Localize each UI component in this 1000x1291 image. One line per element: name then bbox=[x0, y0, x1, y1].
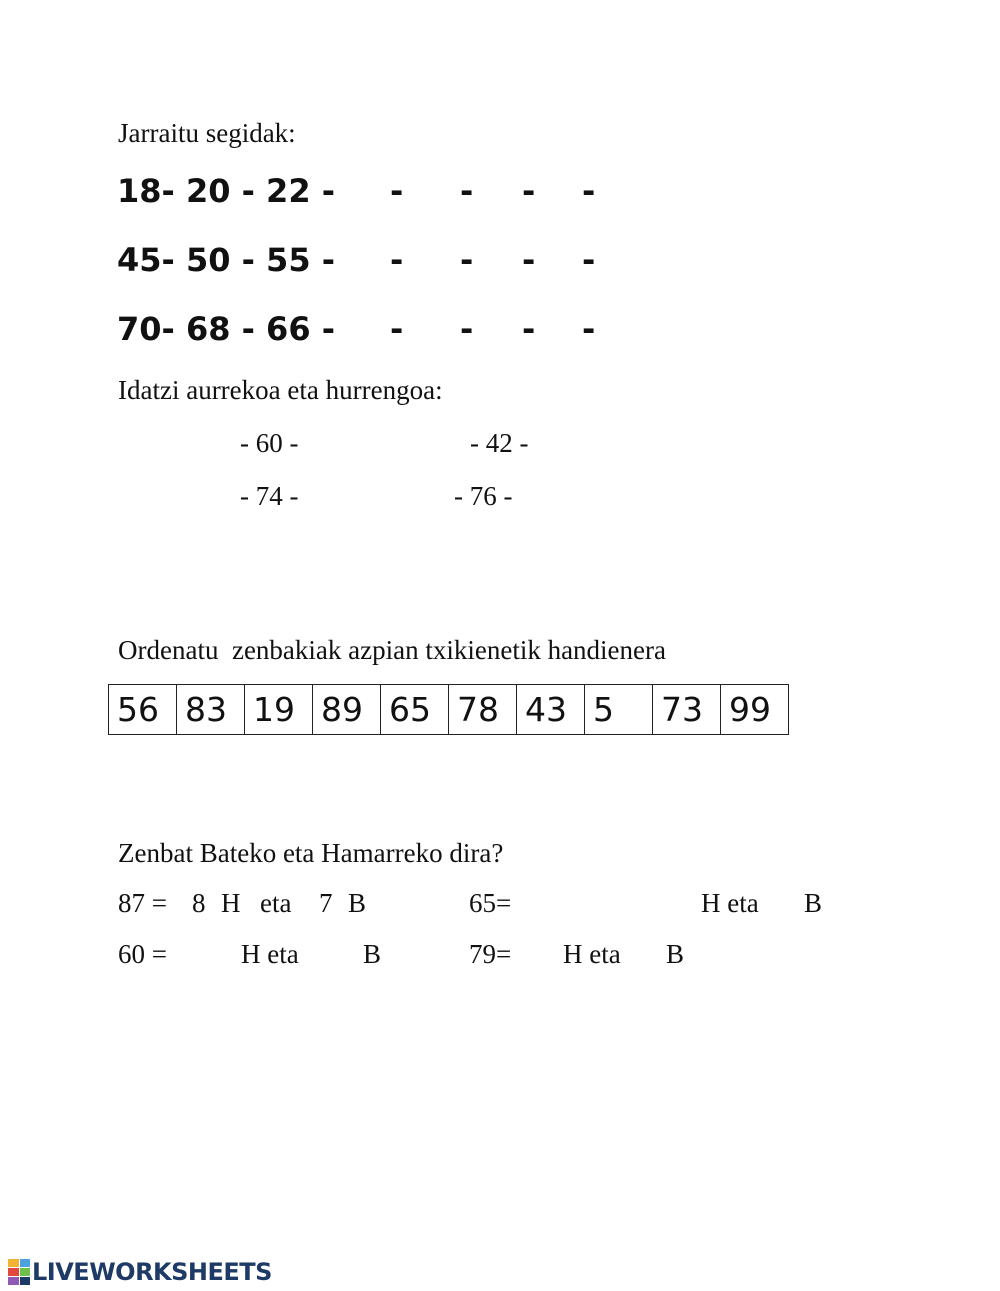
blank-dash: - bbox=[390, 310, 404, 348]
number-cell: 5 bbox=[585, 685, 653, 735]
blank-dash: - bbox=[390, 241, 404, 279]
q60-number: 60 = bbox=[118, 939, 167, 969]
example-tens-value: 8 bbox=[192, 888, 206, 918]
example-tens-label: H bbox=[221, 888, 241, 918]
blank-dash: - bbox=[582, 241, 596, 279]
numbers-row bbox=[109, 685, 789, 735]
neighbor-item-42: - 42 - bbox=[470, 428, 529, 458]
q60-units-label: B bbox=[363, 939, 382, 969]
q79-units-label: B bbox=[666, 939, 685, 969]
liveworksheets-logo bbox=[8, 1258, 272, 1286]
sequence-row-3: 70- 68 - 66 - bbox=[117, 310, 335, 348]
logo-blocks-icon bbox=[8, 1259, 30, 1285]
q65-number: 65= bbox=[469, 888, 512, 918]
sequence-row-2: 45- 50 - 55 - bbox=[117, 241, 335, 279]
example-number: 87 = bbox=[118, 888, 167, 918]
place-value-heading: Zenbat Bateko eta Hamarreko dira? bbox=[118, 838, 504, 868]
blank-dash: - bbox=[390, 172, 404, 210]
ordering-heading: Ordenatu zenbakiak azpian txikienetik handienera bbox=[118, 635, 667, 665]
sequence-row-1: 18- 20 - 22 - bbox=[117, 172, 335, 210]
blank-dash: - bbox=[460, 172, 474, 210]
q60-tens-label: H eta bbox=[241, 939, 299, 969]
number-cell: 78 bbox=[449, 685, 517, 735]
logo-text: LIVEWORKSHEETS bbox=[32, 1258, 272, 1286]
blank-dash: - bbox=[460, 310, 474, 348]
blank-dash: - bbox=[522, 172, 536, 210]
numbers-table bbox=[108, 684, 789, 735]
number-cell: 65 bbox=[381, 685, 449, 735]
example-units-label: B bbox=[348, 888, 367, 918]
number-cell: 99 bbox=[721, 685, 789, 735]
number-cell: 19 bbox=[245, 685, 313, 735]
q79-number: 79= bbox=[469, 939, 512, 969]
sequences-heading: Jarraitu segidak: bbox=[118, 118, 296, 148]
neighbors-heading: Idatzi aurrekoa eta hurrengoa: bbox=[118, 375, 443, 405]
example-units-value: 7 bbox=[319, 888, 333, 918]
q79-tens-label: H eta bbox=[563, 939, 621, 969]
blank-dash: - bbox=[522, 241, 536, 279]
blank-dash: - bbox=[582, 172, 596, 210]
q65-tens-label: H eta bbox=[701, 888, 759, 918]
number-cell: 73 bbox=[653, 685, 721, 735]
blank-dash: - bbox=[522, 310, 536, 348]
number-cell: 43 bbox=[517, 685, 585, 735]
number-cell: 89 bbox=[313, 685, 381, 735]
neighbor-item-74: - 74 - bbox=[240, 481, 299, 511]
number-cell: 83 bbox=[177, 685, 245, 735]
example-eta: eta bbox=[260, 888, 292, 918]
neighbor-item-76: - 76 - bbox=[454, 481, 513, 511]
neighbor-item-60: - 60 - bbox=[240, 428, 299, 458]
q65-units-label: B bbox=[804, 888, 823, 918]
number-cell: 56 bbox=[109, 685, 177, 735]
blank-dash: - bbox=[460, 241, 474, 279]
blank-dash: - bbox=[582, 310, 596, 348]
